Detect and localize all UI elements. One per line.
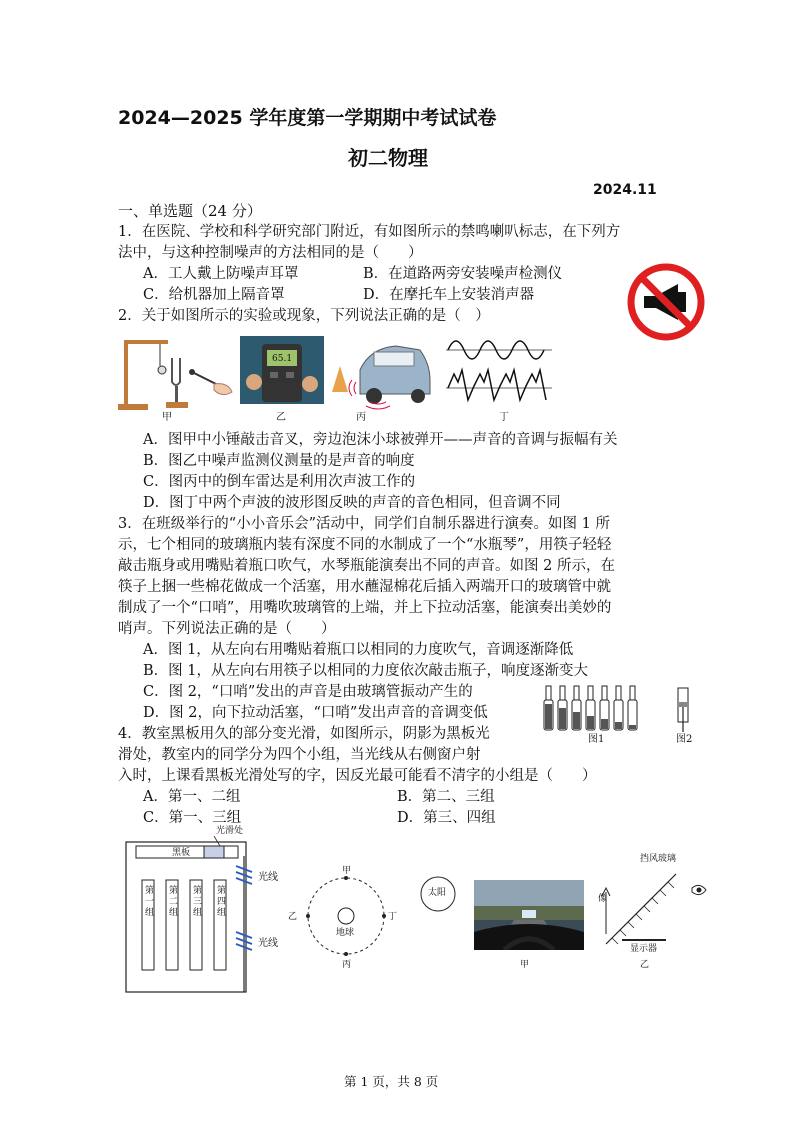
sun-label: 太阳 <box>428 888 447 898</box>
exam-date: 2024.11 <box>593 182 657 198</box>
q4-option-b: B．第二、三组 <box>397 789 495 805</box>
q2-option-c: C．图丙中的倒车雷达是利用次声波工作的 <box>143 474 416 490</box>
water-bottles-figure <box>540 680 700 736</box>
q2-option-a: A．图甲中小锤敲击音叉，旁边泡沫小球被弹开——声音的音调与振幅有关 <box>143 432 618 448</box>
q2-option-b: B．图乙中噪声监测仪测量的是声音的响度 <box>143 453 415 469</box>
q3-stem-line1: 3．在班级举行的“小小音乐会”活动中，同学们自制乐器进行演奏。如图 1 所 <box>118 516 610 532</box>
noise-meter-photo <box>240 336 324 404</box>
q4-stem-line1: 4．教室黑板用久的部分变光滑，如图所示，阴影为黑板光 <box>118 726 490 742</box>
car-dashboard-photo <box>474 880 584 950</box>
q3-stem-line5: 制成了一个“口哨”，用嘴吹玻璃管的上端，并上下拉动活塞，能演奏出美妙的 <box>118 600 612 616</box>
q3-option-b: B．图 1，从左向右用筷子以相同的力度依次敲击瓶子，响度逐渐变大 <box>143 663 588 679</box>
smooth-area-label: 光滑处 <box>216 826 244 836</box>
q4-stem-line2: 滑处，教室内的同学分为四个小组，当光线从右侧窗户射 <box>118 747 481 763</box>
blackboard-label: 黑板 <box>172 848 191 858</box>
q4-option-c: C．第一、三组 <box>143 810 242 826</box>
meter-reading: 65.1 <box>272 354 293 364</box>
q1-option-a: A．工人戴上防噪声耳罩 <box>143 266 299 282</box>
q3-option-d: D．图 2，向下拉动活塞，“口哨”发出声音的音调变低 <box>143 705 488 721</box>
q3-option-c: C．图 2，“口哨”发出的声音是由玻璃管振动产生的 <box>143 684 473 700</box>
q2-label-ding: 丁 <box>499 412 509 423</box>
q3-stem-line2: 示，七个相同的玻璃瓶内装有深度不同的水制成了一个“水瓶琴”，用筷子轻轻 <box>118 537 612 553</box>
q2-label-yi: 乙 <box>276 412 286 423</box>
fig1-caption: 图1 <box>588 734 605 745</box>
orbit-pos-bottom: 丙 <box>342 960 352 970</box>
q1-stem-line2: 法中，与这种控制噪声的方法相同的是（ ） <box>118 245 423 261</box>
earth-label: 地球 <box>336 928 355 938</box>
no-horn-sign-icon <box>626 262 706 342</box>
q4-stem-line3: 入时，上课看黑板光滑处写的字，因反光最可能看不清字的小组是（ ） <box>118 768 597 784</box>
car-radar-figure <box>330 336 434 410</box>
q2-stem: 2．关于如图所示的实验或现象，下列说法正确的是（ ） <box>118 308 490 324</box>
q4-option-a: A．第一、二组 <box>143 789 241 805</box>
q2-label-jia: 甲 <box>162 412 172 423</box>
light-ray-label-1: 光线 <box>258 872 278 883</box>
section-heading: 一、单选题（24 分） <box>118 202 262 220</box>
group-4-label: 第四组 <box>217 886 227 918</box>
q3-stem-line3: 敲击瓶身或用嘴贴着瓶口吹气，水琴瓶能演奏出不同的声音。如图 2 所示，在 <box>118 558 615 574</box>
display-label: 显示器 <box>630 944 658 954</box>
group-3-label: 第三组 <box>193 886 203 918</box>
q1-option-d: D．在摩托车上安装消声器 <box>363 287 535 303</box>
q3-stem-line4: 筷子上捆一些棉花做成一个活塞，用水蘸湿棉花后插入两端开口的玻璃管中就 <box>118 579 611 595</box>
group-2-label: 第二组 <box>169 886 179 918</box>
windshield-label: 挡风玻璃 <box>640 854 677 864</box>
orbit-diagram <box>300 864 392 964</box>
q1-stem-line1: 1．在医院、学校和科学研究部门附近，有如图所示的禁鸣喇叭标志，在下列方 <box>118 224 621 240</box>
q4-option-d: D．第三、四组 <box>397 810 496 826</box>
q3-stem-line6: 哨声。下列说法正确的是（ ） <box>118 621 336 637</box>
orbit-pos-top: 甲 <box>342 866 352 876</box>
image-label: 像 <box>598 894 608 904</box>
q2-label-bing: 丙 <box>356 412 366 423</box>
page-footer: 第 1 页，共 8 页 <box>344 1074 439 1089</box>
page-subtitle: 初二物理 <box>348 146 428 170</box>
fig2-caption: 图2 <box>676 734 693 745</box>
hud-diagram <box>596 862 708 954</box>
page-title: 2024—2025 学年度第一学期期中考试试卷 <box>118 107 497 129</box>
hud-figure-label: 乙 <box>640 960 650 970</box>
q1-option-c: C．给机器加上隔音罩 <box>143 287 285 303</box>
orbit-pos-right: 丁 <box>388 912 398 922</box>
group-1-label: 第一组 <box>145 886 155 918</box>
q1-option-b: B．在道路两旁安装噪声检测仪 <box>363 266 563 282</box>
q2-option-d: D．图丁中两个声波的波形图反映的声音的音色相同，但音调不同 <box>143 495 561 511</box>
waveform-figure <box>446 330 552 410</box>
q3-option-a: A．图 1，从左向右用嘴贴着瓶口以相同的力度吹气，音调逐渐降低 <box>143 642 574 658</box>
tuning-fork-figure <box>118 332 236 416</box>
light-ray-label-2: 光线 <box>258 938 278 949</box>
orbit-pos-left: 乙 <box>288 912 298 922</box>
car-figure-label: 甲 <box>520 960 530 970</box>
